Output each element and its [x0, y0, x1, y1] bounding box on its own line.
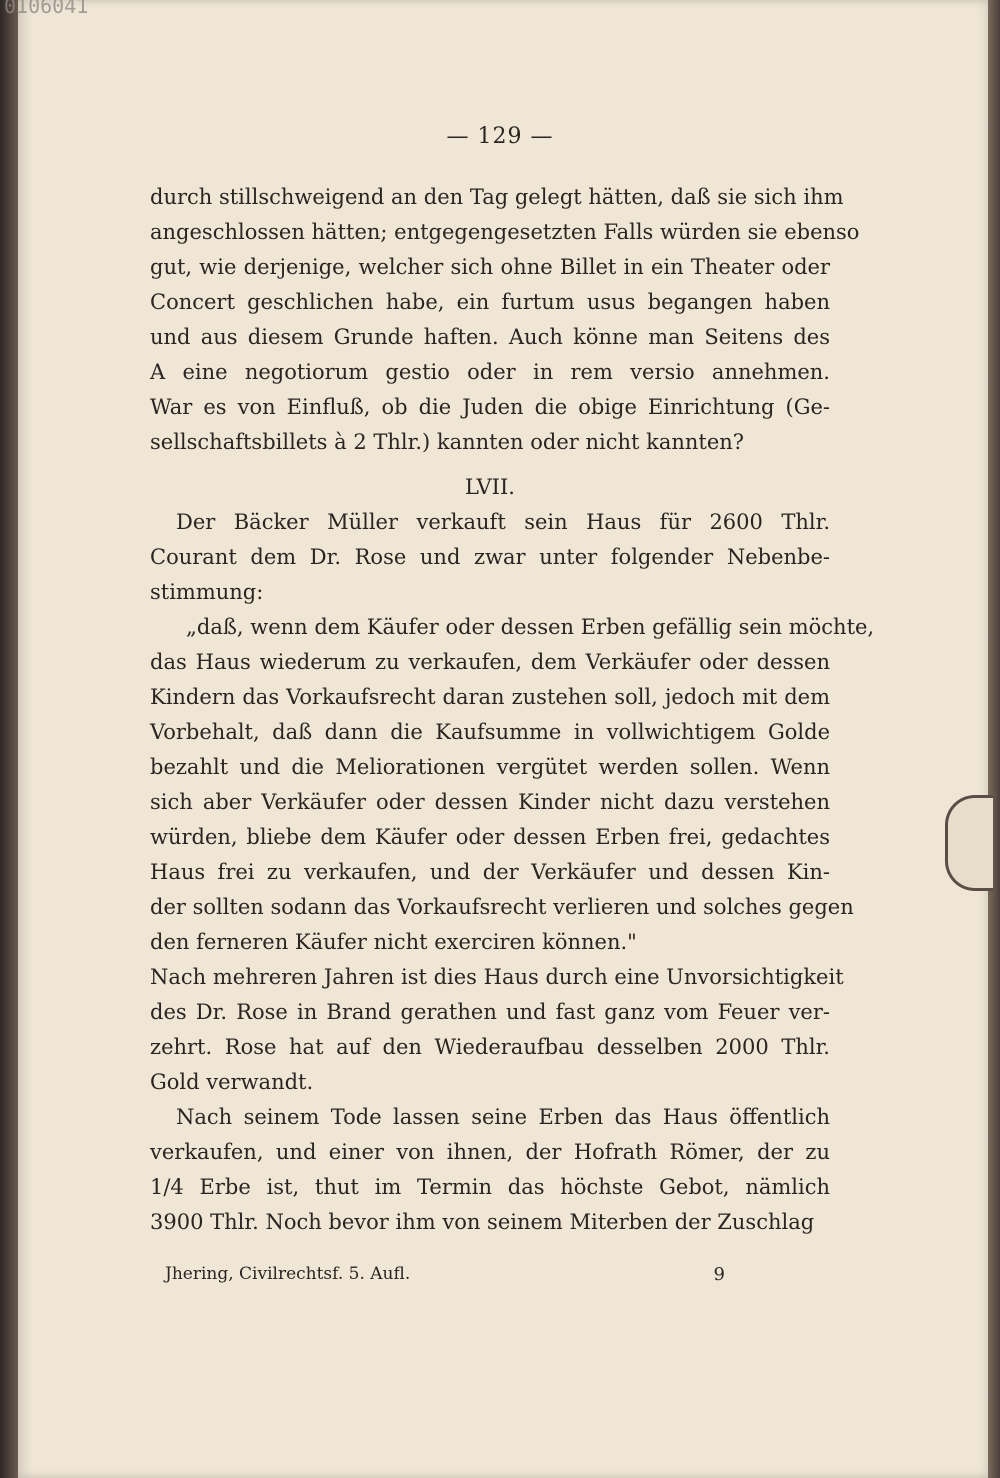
text-line: War es von Einfluß, ob die Juden die obige Einrichtung (Ge-	[150, 395, 830, 419]
book-spine-edge	[0, 0, 18, 1478]
page-number: — 129 —	[446, 124, 554, 149]
text-line: durch stillschweigend an den Tag gelegt hätten, daß sie sich ihm	[150, 185, 844, 209]
text-line: Der Bäcker Müller verkauft sein Haus für 2600 Thlr.	[176, 510, 830, 534]
footer-citation: Jhering, Civilrechtsf. 5. Aufl.	[165, 1264, 411, 1284]
scan-id-label: 0106041	[4, 0, 89, 18]
text-line: sellschaftsbillets à 2 Thlr.) kannten oder nicht kannten?	[150, 430, 745, 454]
text-line: A eine negotiorum gestio oder in rem versio annehmen.	[150, 360, 830, 384]
text-line: Concert geschlichen habe, ein furtum usus begangen haben	[150, 290, 830, 314]
text-line: „daß, wenn dem Käufer oder dessen Erben gefällig sein möchte,	[186, 615, 875, 639]
text-line: 1/4 Erbe ist, thut im Termin das höchste Gebot, nämlich	[150, 1175, 830, 1199]
text-line: sich aber Verkäufer oder dessen Kinder nicht dazu verstehen	[150, 790, 830, 814]
text-line: bezahlt und die Meliorationen vergütet werden sollen. Wenn	[150, 755, 830, 779]
paragraph	[150, 180, 860, 460]
paragraph	[150, 610, 875, 960]
text-line: Kindern das Vorkaufsrecht daran zustehen soll, jedoch mit dem	[150, 685, 830, 709]
page-stack-edge	[988, 0, 1000, 1478]
text-line: verkaufen, und einer von ihnen, der Hofrath Römer, der zu	[150, 1140, 830, 1164]
text-line: angeschlossen hätten; entgegengesetzten Falls würden sie ebenso	[150, 220, 860, 244]
heading-spacer	[150, 460, 830, 470]
text-line: Nach mehreren Jahren ist dies Haus durch eine Unvorsichtigkeit	[150, 965, 844, 989]
signature-mark: 9	[713, 1264, 725, 1285]
text-line: zehrt. Rose hat auf den Wiederaufbau desselben 2000 Thlr.	[150, 1035, 830, 1059]
page-footer	[165, 1264, 725, 1284]
paragraph	[150, 1100, 830, 1240]
text-line: Nach seinem Tode lassen seine Erben das Haus öffentlich	[176, 1105, 830, 1129]
text-line: stimmung:	[150, 580, 264, 604]
paragraph	[150, 960, 844, 1100]
text-line: den ferneren Käufer nicht exerciren können."	[150, 930, 637, 954]
text-line: Vorbehalt, daß dann die Kaufsumme in vollwichtigem Golde	[150, 720, 830, 744]
text-line: Courant dem Dr. Rose und zwar unter folgender Nebenbe-	[150, 545, 830, 569]
text-line: und aus diesem Grunde haften. Auch könne man Seitens des	[150, 325, 830, 349]
paragraph	[150, 505, 830, 610]
section-heading	[150, 460, 830, 505]
text-line: das Haus wiederum zu verkaufen, dem Verkäufer oder dessen	[150, 650, 830, 674]
page-body	[150, 180, 875, 1240]
text-line: Haus frei zu verkaufen, und der Verkäufer und dessen Kin-	[150, 860, 830, 884]
text-line: der sollten sodann das Vorkaufsrecht verlieren und solches gegen	[150, 895, 854, 919]
text-line: des Dr. Rose in Brand gerathen und fast ganz vom Feuer ver-	[150, 1000, 830, 1024]
text-line: LVII.	[465, 475, 515, 499]
text-line: Gold verwandt.	[150, 1070, 314, 1094]
page-clip-tab	[945, 795, 993, 891]
text-line: würden, bliebe dem Käufer oder dessen Erben frei, gedachtes	[150, 825, 830, 849]
text-line: gut, wie derjenige, welcher sich ohne Billet in ein Theater oder	[150, 255, 830, 279]
text-line: 3900 Thlr. Noch bevor ihm von seinem Miterben der Zuschlag	[150, 1210, 815, 1234]
